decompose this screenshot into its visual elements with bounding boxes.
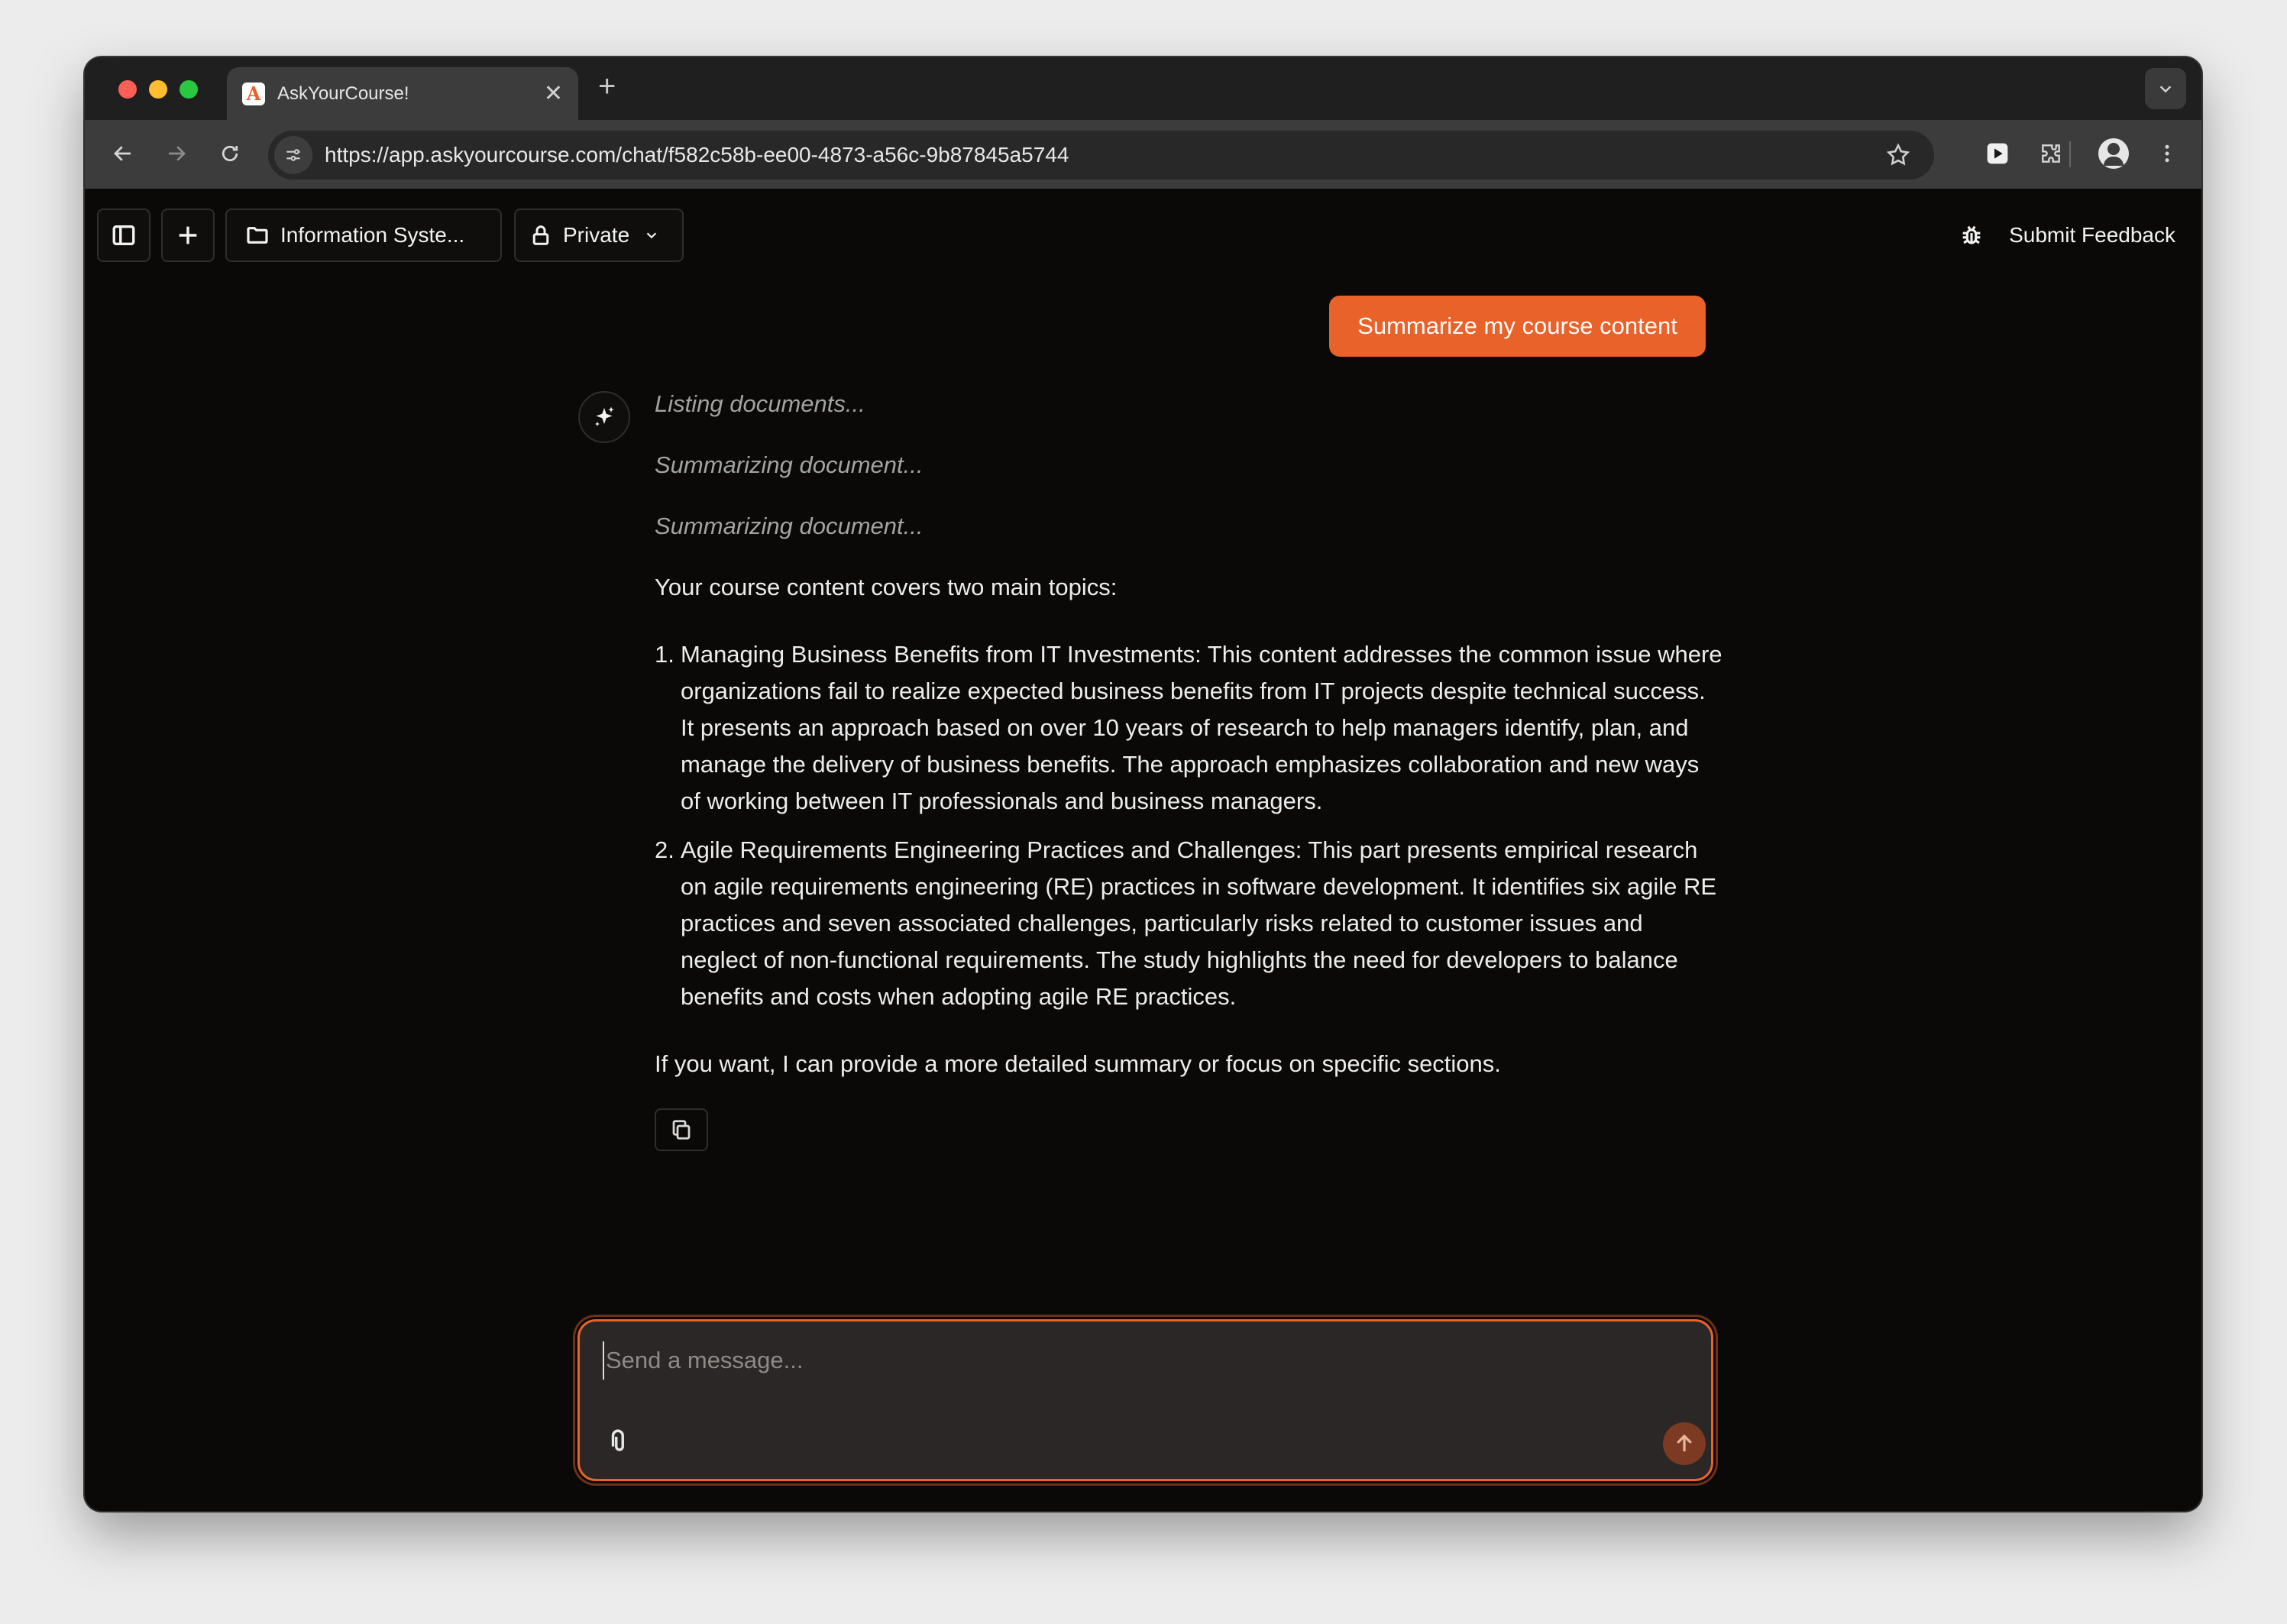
media-extension-icon[interactable] [1981, 137, 2014, 170]
submit-feedback-button[interactable] [1959, 209, 2175, 262]
profile-avatar-icon[interactable] [2098, 138, 2129, 169]
tab-title: AskYourCourse! [277, 82, 409, 104]
list-text: Agile Requirements Engineering Practices and Challenges: This part presents empirical research on agile requirements engineering (RE) practices in software development. It identifies six agile RE practices and seven associated challenges, particularly risks related to customer issues and neglect of non-functional requirements. The study highlights the need for developers to balance benefits and costs when adopting agile RE practices. [681, 836, 1717, 1010]
arrow-right-icon [165, 142, 188, 165]
back-button[interactable] [106, 137, 140, 170]
visibility-label: Private [563, 223, 630, 247]
forward-button[interactable] [160, 137, 193, 170]
copy-icon [670, 1118, 693, 1141]
tab-close-icon[interactable]: ✕ [543, 80, 563, 106]
assistant-message [655, 386, 1724, 1151]
sparkle-icon [590, 403, 618, 431]
reload-button[interactable] [213, 137, 247, 170]
status-summarizing-2: Summarizing document... [655, 513, 924, 539]
new-tab-button[interactable]: + [598, 70, 616, 103]
copy-button[interactable] [655, 1108, 708, 1151]
extensions-puzzle-icon[interactable] [2034, 137, 2068, 170]
address-bar[interactable] [268, 131, 1934, 180]
url-text: https://app.askyourcourse.com/chat/f582c58b-ee00-4873-a56c-9b87845a5744 [325, 143, 1069, 167]
assistant-avatar [578, 391, 630, 443]
folder-icon [245, 223, 270, 247]
course-name: Information Syste... [280, 223, 465, 247]
plus-icon [175, 222, 201, 248]
paperclip-icon [607, 1429, 632, 1455]
response-closing: If you want, I can provide a more detailed summary or focus on specific sections. [655, 1050, 1501, 1077]
new-chat-button[interactable] [161, 209, 215, 262]
sidebar-toggle-button[interactable] [97, 209, 150, 262]
status-summarizing-1: Summarizing document... [655, 451, 924, 478]
reload-icon [218, 142, 241, 165]
message-composer [577, 1319, 1713, 1481]
topic-list [655, 636, 1724, 1015]
message-input[interactable] [603, 1341, 1672, 1380]
response-intro: Your course content covers two main topics: [655, 574, 1118, 600]
send-button[interactable] [1663, 1422, 1706, 1465]
attach-button[interactable] [603, 1425, 636, 1459]
list-number: 1. [655, 641, 674, 668]
arrow-up-icon [1673, 1432, 1696, 1455]
user-message-bubble: Summarize my course content [1329, 296, 1706, 357]
maximize-window-button[interactable] [180, 80, 198, 99]
sidebar-toggle-icon [111, 222, 137, 248]
site-settings-icon[interactable] [274, 136, 312, 174]
list-text: Managing Business Benefits from IT Investments: This content addresses the common issue where organizations fail to realize expected business benefits from IT projects despite technical success. It presents an approach based on over 10 years of research to help managers identify, plan, and manage the delivery of business benefits. The approach emphasizes collaboration and new ways of working between IT professionals and business managers. [681, 641, 1723, 814]
lock-icon [529, 224, 552, 247]
app-favicon-icon: A [242, 82, 265, 105]
chevron-down-icon [2157, 80, 2174, 97]
browser-toolbar [85, 120, 2201, 189]
browser-window [85, 57, 2201, 1511]
list-number: 2. [655, 836, 674, 863]
app-header [85, 189, 2201, 273]
arrow-left-icon [112, 142, 134, 165]
status-listing: Listing documents... [655, 390, 865, 417]
toolbar-divider [2069, 141, 2071, 167]
list-item [655, 636, 1724, 820]
feedback-label: Submit Feedback [2009, 223, 2175, 247]
visibility-dropdown[interactable] [514, 209, 684, 262]
close-window-button[interactable] [118, 80, 137, 99]
browser-tab[interactable] [227, 67, 578, 120]
minimize-window-button[interactable] [149, 80, 167, 99]
course-selector-button[interactable] [225, 209, 502, 262]
bookmark-star-icon[interactable] [1885, 142, 1911, 168]
list-item [655, 832, 1724, 1015]
chevron-down-icon [643, 227, 660, 244]
browser-menu-icon[interactable] [2150, 137, 2184, 170]
bug-icon [1959, 222, 1985, 248]
tab-strip [85, 57, 2201, 120]
tab-search-button[interactable] [2145, 68, 2186, 109]
